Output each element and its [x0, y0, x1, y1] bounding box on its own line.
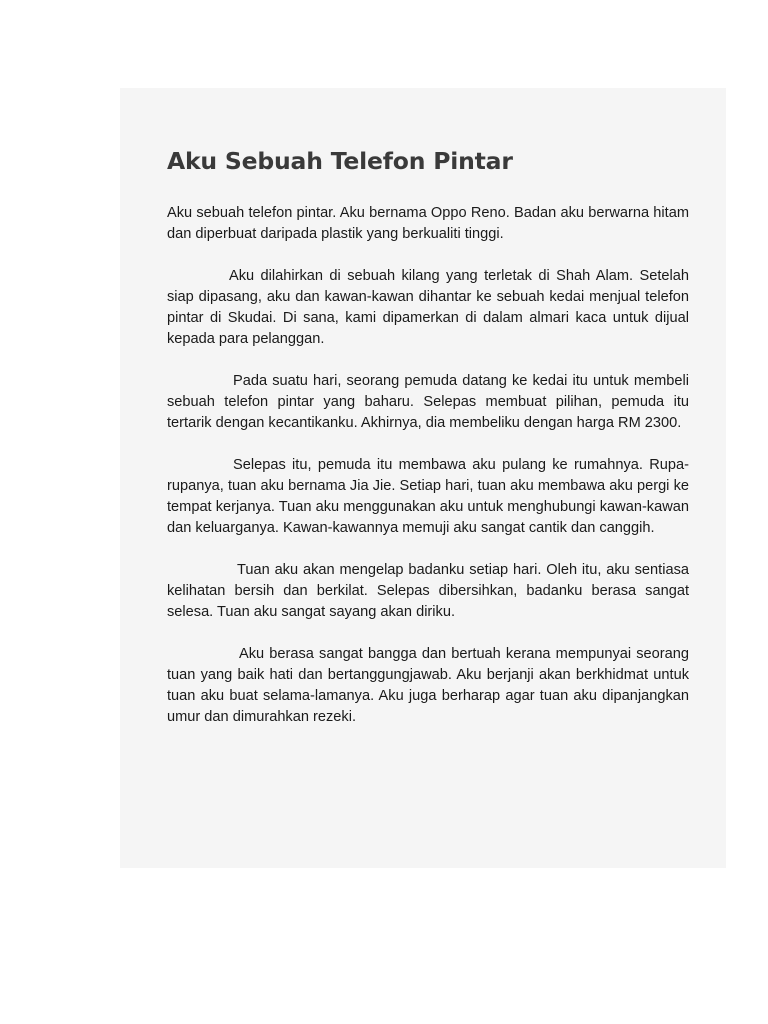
paragraph-5: Tuan aku akan mengelap badanku setiap hari. Oleh itu, aku sentiasa kelihatan bersih dan berkilat. Selepas dibersihkan, badanku berasa sangat selesa. Tuan aku sangat sayang akan diriku.	[167, 562, 689, 620]
paragraph-3: Pada suatu hari, seorang pemuda datang ke kedai itu untuk membeli sebuah telefon pintar yang baharu. Selepas membuat pilihan, pemuda itu tertarik dengan kecantikanku. Akhirnya, dia membeliku dengan harga RM 2300.	[167, 373, 689, 431]
paragraph-6: Aku berasa sangat bangga dan bertuah kerana mempunyai seorang tuan yang baik hati dan bertanggungjawab. Aku berjanji akan berkhidmat untuk tuan aku buat selama-lamanya. Aku juga berharap agar tuan aku dipanjangkan umur dan dimurahkan rezeki.	[167, 646, 689, 725]
paragraph-1: Aku sebuah telefon pintar. Aku bernama Oppo Reno. Badan aku berwarna hitam dan diperbuat daripada plastik yang berkualiti tinggi.	[167, 205, 689, 242]
document-title: Aku Sebuah Telefon Pintar	[167, 147, 513, 175]
paragraph-2: Aku dilahirkan di sebuah kilang yang terletak di Shah Alam. Setelah siap dipasang, aku dan kawan-kawan dihantar ke sebuah kedai menjual telefon pintar di Skudai. Di sana, kami dipamerkan di dalam almari kaca untuk dijual kepada para pelanggan.	[167, 268, 689, 347]
document-content	[167, 145, 689, 749]
paragraph-4: Selepas itu, pemuda itu membawa aku pulang ke rumahnya. Rupa-rupanya, tuan aku bernama Jia Jie. Setiap hari, tuan aku membawa aku pergi ke tempat kerjanya. Tuan aku menggunakan aku untuk menghubungi kawan-kawan dan keluarganya. Kawan-kawannya memuji aku sangat cantik dan canggih.	[167, 457, 689, 536]
